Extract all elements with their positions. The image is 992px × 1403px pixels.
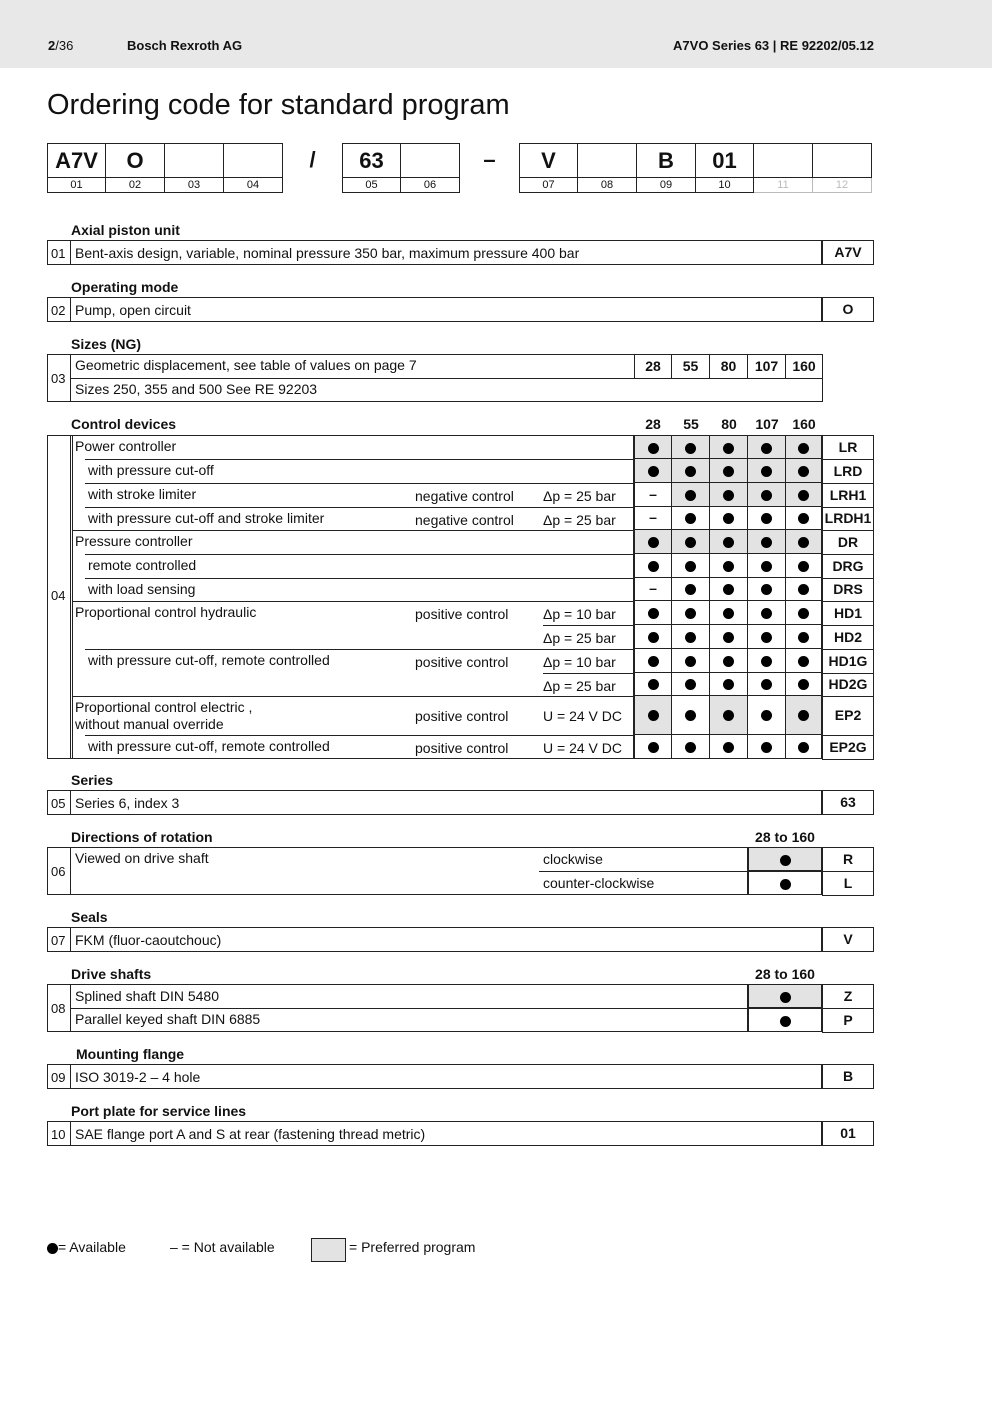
availability-cell bbox=[786, 696, 822, 735]
code-o: O bbox=[822, 297, 874, 322]
control-type: positive control bbox=[415, 606, 509, 622]
availability-cell bbox=[634, 459, 672, 483]
availability-cell bbox=[748, 1008, 822, 1032]
control-type: positive control bbox=[415, 654, 509, 670]
page-header bbox=[0, 0, 992, 68]
rule bbox=[72, 530, 634, 531]
code-z: Z bbox=[822, 984, 874, 1009]
legend-available: = Available bbox=[47, 1239, 126, 1255]
size-column-header: 107 bbox=[755, 416, 779, 432]
size-value: 80 bbox=[710, 354, 748, 379]
code-hd2: HD2 bbox=[822, 625, 874, 650]
position-number: 02 bbox=[106, 178, 165, 193]
code-box: B bbox=[637, 143, 696, 178]
code-box: A7V bbox=[47, 143, 106, 178]
control-label: with pressure cut-off, remote controlled bbox=[88, 738, 330, 754]
control-parameter: U = 24 V DC bbox=[543, 708, 622, 724]
rotation-clockwise: clockwise bbox=[543, 851, 603, 867]
availability-cell bbox=[748, 554, 786, 578]
code-ep2: EP2 bbox=[822, 696, 874, 736]
control-parameter: Δp = 25 bar bbox=[543, 488, 616, 504]
availability-cell bbox=[710, 507, 748, 530]
rule bbox=[85, 649, 634, 650]
section-title-rotation: Directions of rotation bbox=[71, 829, 213, 845]
code-box: O bbox=[106, 143, 165, 178]
section-title-shafts: Drive shafts bbox=[71, 966, 152, 982]
code-box bbox=[401, 143, 460, 178]
size-column-header: 160 bbox=[792, 416, 816, 432]
availability-cell bbox=[748, 625, 786, 649]
rule bbox=[543, 673, 634, 674]
position-number: 09 bbox=[637, 178, 696, 193]
control-label: Proportional control hydraulic bbox=[75, 604, 257, 620]
availability-cell bbox=[672, 507, 710, 530]
availability-cell bbox=[786, 601, 822, 625]
availability-cell bbox=[672, 625, 710, 649]
section-number: 02 bbox=[51, 303, 66, 318]
availability-cell bbox=[786, 483, 822, 507]
availability-cell bbox=[748, 578, 786, 601]
shafts-range: 28 to 160 bbox=[755, 966, 815, 982]
availability-cell bbox=[710, 530, 748, 554]
position-number: 07 bbox=[519, 178, 578, 193]
availability-cell bbox=[748, 530, 786, 554]
availability-cell bbox=[672, 459, 710, 483]
code-lr: LR bbox=[822, 435, 874, 460]
control-label: without manual override bbox=[75, 716, 224, 732]
seals-desc: FKM (fluor-caoutchouc) bbox=[75, 932, 222, 948]
control-parameter: Δp = 10 bar bbox=[543, 606, 616, 622]
section-title-seals: Seals bbox=[71, 909, 108, 925]
availability-cell bbox=[710, 735, 748, 759]
control-parameter: Δp = 25 bar bbox=[543, 512, 616, 528]
code-63: 63 bbox=[822, 790, 874, 815]
code-hd1: HD1 bbox=[822, 601, 874, 626]
code-box bbox=[224, 143, 283, 178]
availability-cell bbox=[748, 984, 822, 1008]
position-number: 10 bbox=[696, 178, 754, 193]
availability-cell bbox=[748, 673, 786, 696]
code-box bbox=[578, 143, 637, 178]
code-p: P bbox=[822, 1008, 874, 1033]
availability-cell: – bbox=[634, 483, 672, 507]
size-value: 55 bbox=[672, 354, 710, 379]
shaft-splined: Splined shaft DIN 5480 bbox=[75, 988, 219, 1004]
availability-cell bbox=[634, 530, 672, 554]
sizes-row1: Geometric displacement, see table of values on page 7 bbox=[75, 357, 417, 373]
availability-cell bbox=[672, 735, 710, 759]
code-box: V bbox=[519, 143, 578, 178]
size-value: 28 bbox=[634, 354, 672, 379]
availability-cell bbox=[748, 871, 822, 895]
availability-cell bbox=[748, 847, 822, 871]
section-title-axial: Axial piston unit bbox=[71, 222, 180, 238]
axial-desc: Bent-axis design, variable, nominal pressure 350 bar, maximum pressure 400 bar bbox=[75, 245, 580, 261]
code-box bbox=[754, 143, 813, 178]
availability-cell bbox=[748, 435, 786, 459]
control-parameter: Δp = 10 bar bbox=[543, 654, 616, 670]
shaft-keyed: Parallel keyed shaft DIN 6885 bbox=[75, 1011, 261, 1027]
availability-cell bbox=[634, 673, 672, 696]
code-drg: DRG bbox=[822, 554, 874, 579]
availability-cell bbox=[786, 435, 822, 459]
section-title-sizes: Sizes (NG) bbox=[71, 336, 142, 352]
code-separator: – bbox=[483, 147, 496, 172]
availability-cell: – bbox=[634, 578, 672, 601]
availability-cell bbox=[748, 459, 786, 483]
rule bbox=[85, 483, 634, 484]
mode-desc: Pump, open circuit bbox=[75, 302, 191, 318]
section-title-flange: Mounting flange bbox=[76, 1046, 185, 1062]
position-number: 01 bbox=[47, 178, 106, 193]
availability-cell bbox=[786, 507, 822, 530]
rotation-range: 28 to 160 bbox=[755, 829, 815, 845]
availability-cell bbox=[672, 578, 710, 601]
code-box: 01 bbox=[696, 143, 754, 178]
control-parameter: Δp = 25 bar bbox=[543, 678, 616, 694]
preferred-swatch bbox=[311, 1238, 346, 1262]
series-desc: Series 6, index 3 bbox=[75, 795, 180, 811]
code-l: L bbox=[822, 871, 874, 896]
availability-cell bbox=[672, 601, 710, 625]
control-label: with pressure cut-off, remote controlled bbox=[88, 652, 330, 668]
control-label: with pressure cut-off bbox=[88, 462, 214, 478]
availability-cell bbox=[786, 530, 822, 554]
code-drs: DRS bbox=[822, 578, 874, 602]
availability-cell bbox=[748, 483, 786, 507]
availability-cell bbox=[786, 735, 822, 759]
availability-cell bbox=[672, 696, 710, 735]
code-lrh1: LRH1 bbox=[822, 483, 874, 508]
availability-cell bbox=[672, 530, 710, 554]
position-number: 11 bbox=[754, 178, 813, 193]
position-number: 05 bbox=[342, 178, 401, 193]
code-separator: / bbox=[309, 147, 316, 172]
page-number: 2/36 bbox=[48, 38, 74, 53]
control-label: with load sensing bbox=[88, 581, 196, 597]
control-label: with stroke limiter bbox=[88, 486, 197, 502]
code-box: 63 bbox=[342, 143, 401, 178]
availability-cell bbox=[710, 649, 748, 673]
control-label: remote controlled bbox=[88, 557, 197, 573]
availability-cell bbox=[786, 578, 822, 601]
legend-preferred: = Preferred program bbox=[349, 1239, 476, 1255]
position-number: 06 bbox=[401, 178, 460, 193]
page-title: Ordering code for standard program bbox=[47, 89, 510, 121]
rotation-desc: Viewed on drive shaft bbox=[75, 850, 209, 866]
sizes-row2: Sizes 250, 355 and 500 See RE 92203 bbox=[75, 381, 318, 397]
control-type: negative control bbox=[415, 488, 514, 504]
control-label: with pressure cut-off and stroke limiter bbox=[88, 510, 325, 526]
control-type: positive control bbox=[415, 708, 509, 724]
rule bbox=[85, 507, 634, 508]
availability-cell bbox=[634, 554, 672, 578]
rule bbox=[85, 578, 634, 579]
rule bbox=[72, 435, 73, 759]
code-01: 01 bbox=[822, 1121, 874, 1146]
availability-cell bbox=[786, 673, 822, 696]
section-number: 10 bbox=[51, 1127, 66, 1142]
size-value: 160 bbox=[786, 354, 823, 379]
control-parameter: Δp = 25 bar bbox=[543, 630, 616, 646]
flange-desc: ISO 3019-2 – 4 hole bbox=[75, 1069, 201, 1085]
code-hd2g: HD2G bbox=[822, 673, 874, 697]
size-column-header: 80 bbox=[721, 416, 737, 432]
availability-cell bbox=[786, 649, 822, 673]
control-type: negative control bbox=[415, 512, 514, 528]
code-b: B bbox=[822, 1064, 874, 1089]
size-column-header: 28 bbox=[645, 416, 661, 432]
rule bbox=[85, 735, 634, 736]
port-desc: SAE flange port A and S at rear (fastening thread metric) bbox=[75, 1126, 426, 1142]
availability-cell bbox=[786, 554, 822, 578]
code-dr: DR bbox=[822, 530, 874, 555]
code-lrdh1: LRDH1 bbox=[822, 507, 874, 531]
availability-cell bbox=[710, 673, 748, 696]
position-number: 03 bbox=[165, 178, 224, 193]
availability-cell bbox=[710, 554, 748, 578]
rule bbox=[85, 554, 634, 555]
section-number: 08 bbox=[51, 1001, 66, 1016]
rule bbox=[70, 435, 71, 759]
size-value: 107 bbox=[748, 354, 786, 379]
code-v: V bbox=[822, 927, 874, 952]
rule bbox=[72, 601, 634, 602]
size-column-header: 55 bbox=[683, 416, 699, 432]
availability-cell bbox=[710, 459, 748, 483]
control-parameter: U = 24 V DC bbox=[543, 740, 622, 756]
availability-cell bbox=[748, 507, 786, 530]
dot-icon bbox=[47, 1243, 58, 1254]
code-box bbox=[165, 143, 224, 178]
availability-cell bbox=[672, 554, 710, 578]
rule bbox=[85, 459, 634, 460]
availability-cell bbox=[634, 625, 672, 649]
position-number: 04 bbox=[224, 178, 283, 193]
code-hd1g: HD1G bbox=[822, 649, 874, 674]
availability-cell bbox=[634, 435, 672, 459]
availability-cell bbox=[748, 601, 786, 625]
section-number: 09 bbox=[51, 1070, 66, 1085]
code-r: R bbox=[822, 847, 874, 872]
control-label: Pressure controller bbox=[75, 533, 193, 549]
section-number: 01 bbox=[51, 246, 66, 261]
control-type: positive control bbox=[415, 740, 509, 756]
section-number: 04 bbox=[51, 588, 66, 603]
availability-cell bbox=[710, 601, 748, 625]
availability-cell: – bbox=[634, 507, 672, 530]
availability-cell bbox=[634, 601, 672, 625]
availability-cell bbox=[634, 696, 672, 735]
section-title-mode: Operating mode bbox=[71, 279, 179, 295]
section-title-control: Control devices bbox=[71, 416, 177, 432]
company-name: Bosch Rexroth AG bbox=[127, 38, 243, 53]
document-reference: A7VO Series 63 | RE 92202/05.12 bbox=[673, 38, 874, 53]
code-box bbox=[813, 143, 872, 178]
availability-cell bbox=[672, 649, 710, 673]
rule bbox=[543, 625, 634, 626]
availability-cell bbox=[748, 735, 786, 759]
control-label: Proportional control electric , bbox=[75, 699, 253, 715]
availability-cell bbox=[748, 696, 786, 735]
availability-cell bbox=[672, 483, 710, 507]
section-number: 03 bbox=[51, 371, 66, 386]
code-ep2g: EP2G bbox=[822, 735, 874, 760]
control-label: Power controller bbox=[75, 438, 177, 454]
availability-cell bbox=[786, 625, 822, 649]
availability-cell bbox=[710, 435, 748, 459]
rule bbox=[72, 696, 634, 697]
availability-cell bbox=[672, 673, 710, 696]
availability-cell bbox=[634, 735, 672, 759]
availability-cell bbox=[672, 435, 710, 459]
availability-cell bbox=[710, 625, 748, 649]
legend-not-available: – = Not available bbox=[170, 1239, 275, 1255]
availability-cell bbox=[710, 578, 748, 601]
position-number: 08 bbox=[578, 178, 637, 193]
availability-cell bbox=[710, 483, 748, 507]
section-number: 07 bbox=[51, 933, 66, 948]
availability-cell bbox=[786, 459, 822, 483]
code-lrd: LRD bbox=[822, 459, 874, 484]
rotation-counter-clockwise: counter-clockwise bbox=[543, 875, 655, 891]
section-number: 06 bbox=[51, 864, 66, 879]
availability-cell bbox=[748, 649, 786, 673]
section-title-series: Series bbox=[71, 772, 114, 788]
availability-cell bbox=[634, 649, 672, 673]
availability-cell bbox=[710, 696, 748, 735]
section-title-port: Port plate for service lines bbox=[71, 1103, 247, 1119]
code-a7v: A7V bbox=[822, 240, 874, 265]
section-number: 05 bbox=[51, 796, 66, 811]
position-number: 12 bbox=[813, 178, 872, 193]
